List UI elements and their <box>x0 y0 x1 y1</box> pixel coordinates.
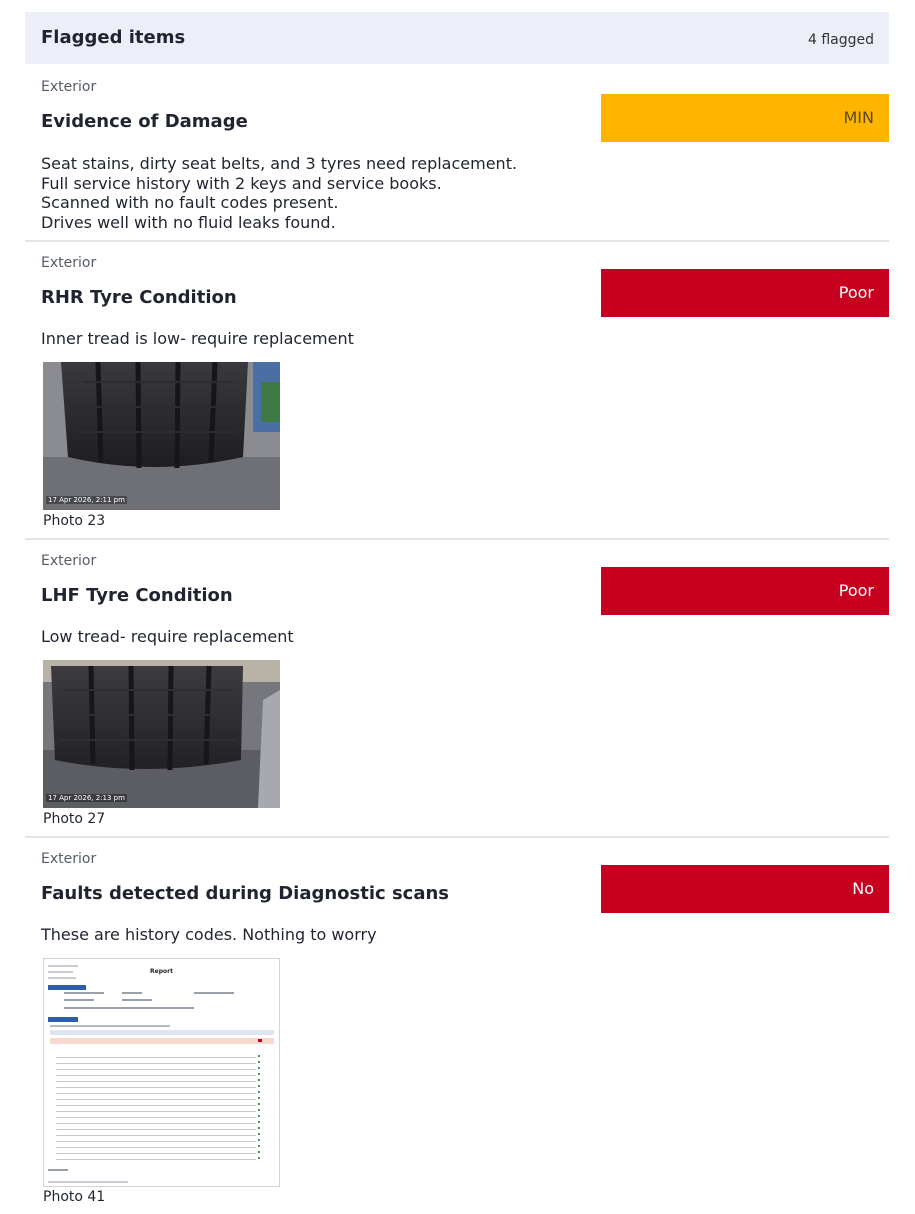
item-name: Evidence of Damage <box>41 111 248 132</box>
flagged-count: 4 flagged <box>807 32 874 48</box>
flagged-items-header <box>25 12 889 64</box>
item-category: Exterior <box>41 553 97 569</box>
note-line: Drives well with no fluid leaks found. <box>41 212 336 232</box>
photo-caption: Photo 23 <box>43 513 106 529</box>
section-title: Flagged items <box>41 27 186 48</box>
note-line: Full service history with 2 keys and service books. <box>41 173 442 193</box>
tyre-photo[interactable] <box>43 362 280 510</box>
rating-badge: No <box>601 865 889 913</box>
item-category: Exterior <box>41 255 97 271</box>
photo-caption: Photo 27 <box>43 811 106 827</box>
flagged-item <box>25 242 889 540</box>
tyre-image <box>43 660 280 808</box>
photo-timestamp: 17 Apr 2026, 2:13 pm <box>48 794 125 802</box>
note-line: Scanned with no fault codes present. <box>41 193 339 212</box>
item-name: RHR Tyre Condition <box>41 287 237 308</box>
item-note: Low tread- require replacement <box>41 627 294 646</box>
report-title: Report <box>150 968 173 975</box>
item-name: LHF Tyre Condition <box>41 585 233 606</box>
item-note: Inner tread is low- require replacement <box>41 329 354 348</box>
rating-badge: Poor <box>601 567 889 615</box>
item-name: Faults detected during Diagnostic scans <box>41 883 450 904</box>
rating-badge: Poor <box>601 269 889 317</box>
photo-caption: Photo 41 <box>43 1189 106 1205</box>
report-image <box>44 959 280 1187</box>
tyre-image <box>43 362 280 510</box>
flagged-item <box>25 838 889 1214</box>
flagged-item <box>25 540 889 838</box>
item-category: Exterior <box>41 79 97 95</box>
item-category: Exterior <box>41 851 97 867</box>
tyre-photo[interactable] <box>43 660 280 808</box>
diagnostic-report-photo[interactable] <box>43 958 280 1187</box>
photo-timestamp: 17 Apr 2026, 2:11 pm <box>48 496 125 504</box>
note-line: Seat stains, dirty seat belts, and 3 tyres need replacement. <box>41 154 518 173</box>
item-note: These are history codes. Nothing to worry <box>41 925 377 944</box>
item-notes <box>41 154 517 232</box>
flagged-item <box>25 64 889 242</box>
rating-badge: MIN <box>601 94 889 142</box>
